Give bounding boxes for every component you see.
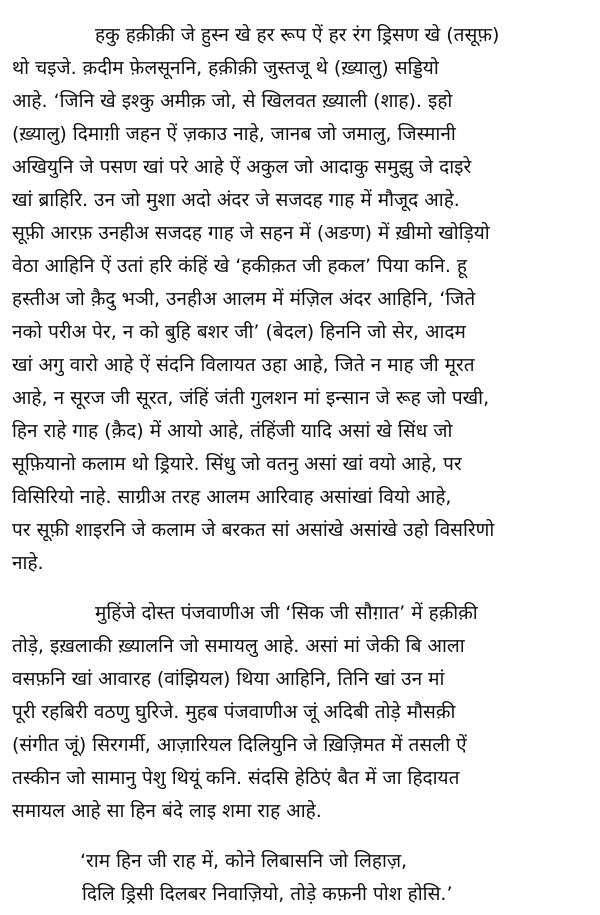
text-line: वसफ़नि खां आवारह (वांझियल) थिया आहिनि, तिनि खां उन मां — [12, 668, 445, 690]
verse-line: ‘राम हिन जी राह में, कोने लिबासनि जो लिहाज़, — [80, 850, 408, 872]
text-line: थो चइजे. क़दीम फ़ेलसूननि, हक़ीक़ी जुस्तजू थे (ख़्यालु) सड्डियो — [12, 57, 439, 79]
text-line: आहे, न सूरज जी सूरत, जंहिं जंती गुलशन मां इन्सान जे रूह जो पखी, — [12, 387, 490, 409]
text-line: खां अगु वारो आहे ऐं संदनि विलायत उहा आहे, जिते न माह जी मूरत — [12, 354, 475, 376]
text-line: नको परीअ पेर, न को बुहि बशर जी’ (बेदल) हिननि जो सेर, आदम — [12, 321, 466, 343]
verse-line: दिलि ड्रिसी दिलबर निवाज़ियो, तोड़े कफ़नी पोश होसि.’ — [82, 883, 453, 905]
text-line: (ख़्यालु) दिमाग़ी जहन ऐं ज़काउ नाहे, जानब जो जमालु, जिस्मानी — [12, 123, 456, 145]
text-line: हस्तीअ जो कै़दु भञी, उनहीअ आलम में मंज़िल अंदर आहिनि, ‘जिते — [12, 288, 476, 310]
text-line: (संगीत जूं) सिरगर्मी, आज़ारियल दिलियुनि जे ख़िज़िमत में तसली ऐं — [12, 734, 467, 756]
text-line: सूफ़ी आरफ़ उनहीअ सजदह गाह जे सहन में (अङण) में ख़ीमो खोड़ियो — [12, 222, 490, 244]
text-line: विसिरियो नाहे. साग्रीअ तरह आलम आरिवाह असांखां वियो आहे, — [12, 486, 452, 508]
text-line: हकु हक़ीक़ी जे हुस्न खे हर रूप ऐं हर रंग ड्रिसण खे (तसूफ़) — [95, 24, 500, 46]
text-line: पर सूफ़ी शाइरनि जे कलाम जे बरकत सां असांखे असांखे उहो विसरिणो — [12, 519, 495, 541]
text-line: आहे. ‘जिनि खे इश्कु अमीक़ जो, से खिलवत ख़्याली (शाह). इहो — [12, 90, 453, 112]
text-line: हिन राहे गाह (कै़द) में आयो आहे, तंहिंजी यादि असां खे सिंध जो — [12, 420, 453, 442]
text-line: सूफ़ियानो कलाम थो ड्रियारे. सिंधु जो वतनु असां खां वयो आहे, पर — [12, 453, 462, 475]
text-line: खां ब्राहिरि. उन जो मुशा अदो अंदर जे सजदह गाह में मौजूद आहे. — [12, 189, 460, 211]
text-line: पूरी रहबिरी वठणु घुरिजे. मुहब पंजवाणीअ जूं अदिबी तोड़े मौसक़ी — [12, 701, 456, 723]
text-line: अखियुनि जे पसण खां परे आहे ऐं अकुल जो आदाकु समुझु जे दाइरे — [12, 156, 472, 178]
text-line: मुहिंजे दोस्त पंजवाणीअ जी ‘सिक जी सौग़ात’ में हक़ीक़ी — [95, 602, 478, 624]
text-line: नाहे. — [12, 552, 44, 574]
text-line: तोड़े, इख़लाकी ख़्यालनि जो समायलु आहे. असां मां जेकी बि आला — [12, 635, 465, 657]
text-line: वेठा आहिनि ऐं उतां हरि कंहिं खे ‘हकीक़त जी हकल’ पिया कनि. हू — [12, 255, 468, 277]
text-line: समायल आहे सा हिन बंदे लाइ शमा राह आहे. — [12, 800, 322, 822]
text-line: तस्कीन जो सामानु पेशु थियूं कनि. संदसि हेठिएं बैत में जा हिदायत — [12, 767, 460, 789]
